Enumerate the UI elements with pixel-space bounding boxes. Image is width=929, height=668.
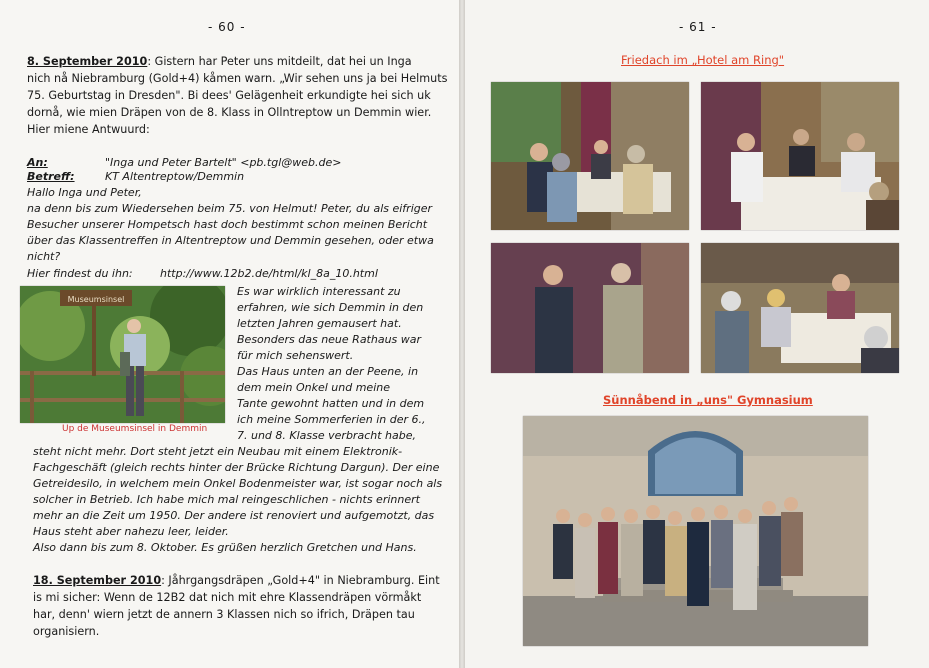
full-line-3: solcher in Betrieb. Ich habe mich mal reingeschlichen - nichts erinnert (33, 493, 420, 506)
wrap-line-8: ich meine Sommerferien in der 6., (237, 413, 426, 426)
heading-gymnasium: Sünnåbend in „uns" Gymnasium (603, 393, 813, 407)
email-link-url[interactable]: http://www.12b2.de/html/kl_8a_10.html (160, 267, 378, 280)
entry-date-2: 18. September 2010 (33, 574, 162, 587)
email-line-3: über das Klassentreffen in Altentreptow und Demmin gesehen, oder etwa (27, 234, 434, 247)
wrap-line-5: Das Haus unten an der Peene, in (237, 365, 419, 378)
hotel-photo-4-graphic (701, 243, 899, 373)
para1-line-4: Hier miene Antwuurd: (27, 123, 150, 136)
wrap-line-1: erfahren, wie sich Demmin in den (237, 301, 424, 314)
email-link-label: Hier findest du ihn: (27, 267, 133, 280)
email-subject-label: Betreff: (27, 170, 75, 183)
entry-date: 8. September 2010 (27, 55, 148, 68)
gymnasium-group-photo (523, 416, 868, 646)
full-line-2: Getreidesilo, in welchem mein Onkel Bodenmeister war, ist sogar noch als (33, 477, 443, 490)
email-to-label: An: (27, 156, 48, 169)
full-line-6: Also dann bis zum 8. Oktober. Es grüßen herzlich Gretchen und Hans. (33, 541, 417, 554)
email-subject-value: KT Altentreptow/Demmin (105, 170, 245, 183)
full-line-1: Fachgeschäft (gleich rechts hinter der Brücke Richtung Dargun). Der eine (33, 461, 440, 474)
hotel-photo-4 (701, 243, 899, 373)
museum-sign-text: Museumsinsel (67, 295, 125, 304)
hotel-photo-3 (491, 243, 689, 373)
para2-line-0 (33, 572, 440, 589)
heading-hotel: Friedach im „Hotel am Ring" (621, 53, 785, 67)
para1-line-1: nich nå Niebramburg (Gold+4) kåmen warn. „Wir sehen uns ja bei Helmuts (27, 72, 448, 85)
full-line-0: steht nicht mehr. Dort steht jetzt ein Neubau mit einem Elektronik- (33, 445, 403, 458)
wrap-line-0: Es war wirklich interessant zu (237, 285, 401, 298)
wrap-line-6: dem mein Onkel und meine (237, 381, 390, 394)
photo-caption-left: Up de Museumsinsel in Demmin (62, 424, 208, 434)
para1-line-0 (27, 53, 412, 70)
email-to-value: "Inga und Peter Bartelt" <pb.tgl@web.de> (105, 156, 342, 169)
right-page (465, 0, 929, 668)
full-line-4: mehr an die Zeit um 1950. Der andere ist renoviert und aufgemotzt, das (33, 509, 435, 522)
hotel-photo-2 (701, 82, 899, 230)
para2-line-3: organisiern. (33, 625, 100, 638)
hotel-photo-1-graphic (491, 82, 689, 230)
full-line-5: Haus steht aber nahezu leer, leider. (33, 525, 229, 538)
para1-line-0-text: : Gistern har Peter uns mitdeilt, dat hei un Inga (147, 55, 412, 68)
para2-line-0-text: : Jåhrgangsdräpen „Gold+4" in Niebramburg. Eint (161, 574, 440, 587)
email-subject-row (27, 168, 245, 185)
para2-line-2: har, denn' wiern jetzt de annern 3 Klassen nich so ifrich, Dräpen tau (33, 608, 415, 621)
para2-line-1: is mi sicher: Wenn de 12B2 dat nich mit ehre Klassendräpen vörmåkt (33, 591, 422, 604)
email-link-row (27, 265, 378, 282)
wrap-line-7: Tante gewohnt hatten und in dem (237, 397, 425, 410)
hotel-photo-1 (491, 82, 689, 230)
museum-island-photo-graphic (20, 286, 225, 423)
wrap-line-4: für mich sehenswert. (237, 349, 354, 362)
page-number-left: - 60 - (208, 20, 246, 34)
para1-line-3: dornå, wie mien Dräpen von de 8. Klass in Ollntreptow un Demmin wier. (27, 106, 432, 119)
left-page (0, 0, 459, 668)
museum-island-photo (20, 286, 225, 423)
email-line-0: Hallo Inga und Peter, (27, 186, 142, 199)
wrap-line-3: Besonders das neue Rathaus war (237, 333, 422, 346)
email-line-1: na denn bis zum Wiedersehen beim 75. von Helmut! Peter, du als eifriger (27, 202, 433, 215)
wrap-line-9: 7. und 8. Klasse verbracht habe, (237, 429, 416, 442)
email-line-2: Besucher unserer Hompetsch hast doch bestimmt schon meinen Bericht (27, 218, 428, 231)
gymnasium-group-photo-graphic (523, 416, 868, 646)
page-number-right: - 61 - (679, 20, 717, 34)
wrap-line-2: letzten Jahren gemausert hat. (237, 317, 402, 330)
para1-line-2: 75. Geburtstag in Dresden". Bi dees' Gelägenheit erkundigte hei sich uk (27, 89, 431, 102)
email-line-4: nicht? (27, 250, 61, 263)
hotel-photo-2-graphic (701, 82, 899, 230)
hotel-photo-3-graphic (491, 243, 689, 373)
